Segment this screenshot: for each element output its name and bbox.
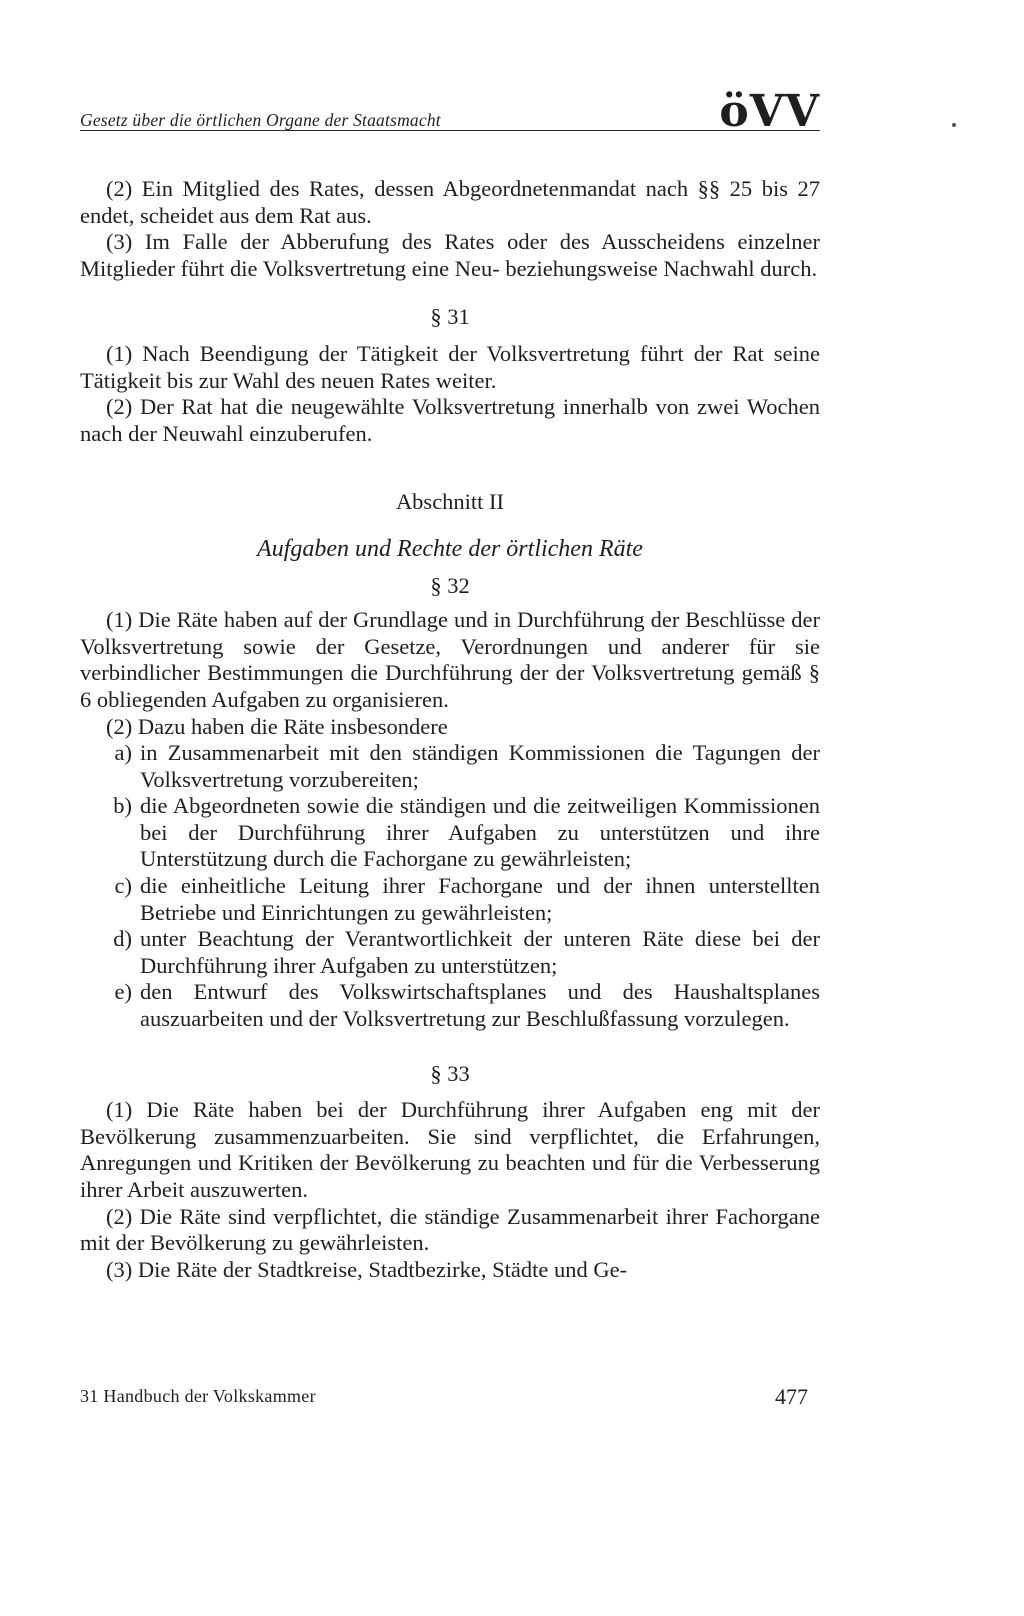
header-rule (80, 130, 820, 131)
speck (952, 123, 956, 127)
list-item-text: die Abgeordneten sowie die ständigen und die zeitweiligen Kommissionen bei der Durchführung ihrer Aufgaben zu unterstützen und ihre Unterstützung durch die Fachorgane zu gewährleisten; (140, 793, 820, 872)
list-32 (80, 740, 820, 1033)
body-text (80, 176, 820, 1283)
paragraph-30-2: (2) Ein Mitglied des Rates, dessen Abgeordnetenmandat nach §§ 25 bis 27 endet, scheidet aus dem Rat aus. (80, 176, 820, 228)
section-32-heading: § 32 (430, 572, 470, 598)
list-item-marker: b) (113, 793, 132, 819)
publisher-logo: öVV (719, 86, 820, 137)
running-title: Gesetz über die örtlichen Organe der Staatsmacht (80, 110, 441, 130)
footer-signature: 31 Handbuch der Volkskammer (80, 1386, 316, 1406)
list-item (80, 979, 820, 1032)
paragraph-31-2: (2) Der Rat hat die neugewählte Volksvertretung innerhalb von zwei Wochen nach der Neuwahl einzuberufen. (80, 394, 820, 446)
list-item-marker: a) (114, 740, 132, 766)
section-31-heading: § 31 (430, 304, 470, 330)
list-item-marker: e) (114, 979, 132, 1005)
list-item-text: den Entwurf des Volkswirtschaftsplanes und des Haushaltsplanes auszuarbeiten und der Volksvertretung zur Beschlußfassung vorzulegen. (140, 979, 820, 1032)
abschnitt-heading: Abschnitt II (395, 489, 505, 515)
page-number: 477 (775, 1384, 808, 1409)
paragraph-31-1: (1) Nach Beendigung der Tätigkeit der Volksvertretung führt der Rat seine Tätigkeit bis zur Wahl des neuen Rates weiter. (80, 340, 820, 393)
paragraph-32-2: (2) Dazu haben die Räte insbesondere (106, 713, 448, 739)
list-item-text: in Zusammenarbeit mit den ständigen Kommissionen die Tagungen der Volksvertretung vorzubereiten; (140, 740, 820, 792)
paragraph-30-3: (3) Im Falle der Abberufung des Rates oder des Ausscheidens einzelner Mitglieder führt die Volksvertretung eine Neu- beziehungsweise Nachwahl durch. (80, 229, 820, 281)
abschnitt-title: Aufgaben und Rechte der örtlichen Räte (257, 535, 643, 562)
list-item-marker: c) (114, 873, 132, 899)
running-head (80, 86, 820, 137)
paragraph-32-1: (1) Die Räte haben auf der Grundlage und in Durchführung der Beschlüsse der Volksvertretung sowie der Gesetze, Verordnungen und anderer für sie verbindlicher Bestimmungen die Durchführung der der Volksvertretung gemäß § 6 obliegenden Aufgaben zu organisieren. (80, 607, 820, 712)
list-item (80, 740, 820, 793)
paragraph-33-3: (3) Die Räte der Stadtkreise, Stadtbezirke, Städte und Ge- (106, 1256, 628, 1282)
list-item (80, 793, 820, 873)
paragraph-33-1: (1) Die Räte haben bei der Durchführung ihrer Aufgaben eng mit der Bevölkerung zusammenzuarbeiten. Sie sind verpflichtet, die Erfahrungen, Anregungen und Kritiken der Bevölkerung zu beachten und für die Verbesserung ihrer Arbeit auszuwerten. (80, 1097, 820, 1202)
list-item (80, 873, 820, 926)
list-item (80, 926, 820, 979)
section-33-heading: § 33 (430, 1060, 470, 1086)
list-item-text: die einheitliche Leitung ihrer Fachorgane und der ihnen unterstellten Betriebe und Einrichtungen zu gewährleisten; (140, 873, 820, 925)
paragraph-33-2: (2) Die Räte sind verpflichtet, die ständige Zusammenarbeit ihrer Fachorgane mit der Bevölkerung zu gewährleisten. (80, 1203, 820, 1256)
list-item-marker: d) (113, 926, 132, 952)
list-item-text: unter Beachtung der Verantwortlichkeit der unteren Räte diese bei der Durchführung ihrer Aufgaben zu unterstützen; (140, 926, 820, 978)
